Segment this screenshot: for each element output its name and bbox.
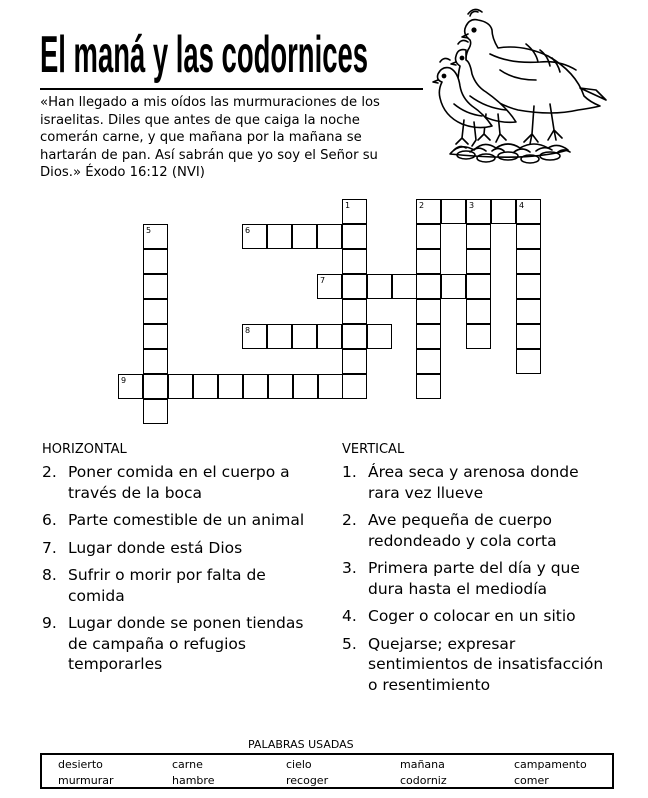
word-bank-word: desierto (58, 758, 103, 771)
vertical-heading: VERTICAL (342, 442, 405, 457)
crossword-cell[interactable] (293, 374, 318, 399)
crossword-cell[interactable] (416, 299, 441, 324)
crossword-cell[interactable] (143, 349, 168, 374)
crossword-cell[interactable] (441, 274, 466, 299)
clue-num: 4. (342, 607, 357, 625)
clue-number: 1 (345, 201, 351, 210)
crossword-cell[interactable] (342, 324, 367, 349)
title-underline (40, 88, 423, 90)
crossword-cell[interactable] (292, 324, 317, 349)
clue-num: 1. (342, 463, 357, 481)
crossword-cell[interactable] (317, 224, 342, 249)
crossword-cell[interactable] (292, 224, 317, 249)
crossword-cell[interactable] (441, 199, 466, 224)
word-bank-title: PALABRAS USADAS (248, 738, 354, 751)
crossword-cell[interactable] (416, 374, 441, 399)
crossword-cell[interactable] (516, 299, 541, 324)
crossword-cell[interactable] (193, 374, 218, 399)
crossword-cell[interactable] (416, 324, 441, 349)
crossword-cell[interactable] (342, 224, 367, 249)
clue-num: 3. (342, 559, 357, 577)
crossword-cell[interactable] (466, 274, 491, 299)
crossword-cell[interactable] (516, 249, 541, 274)
crossword-cell[interactable] (416, 349, 441, 374)
clue-num: 9. (42, 614, 57, 632)
crossword-cell[interactable] (342, 299, 367, 324)
list-item (342, 462, 610, 503)
crossword-cell[interactable] (466, 299, 491, 324)
list-item (42, 565, 320, 606)
list-item (42, 613, 320, 675)
crossword-cell[interactable] (143, 249, 168, 274)
word-bank-word: codorniz (400, 774, 447, 787)
list-item (42, 462, 320, 503)
crossword-cell[interactable] (342, 349, 367, 374)
crossword-cell[interactable] (367, 274, 392, 299)
crossword-cell[interactable] (143, 274, 168, 299)
horizontal-clue-list (42, 462, 320, 682)
crossword-cell[interactable] (143, 299, 168, 324)
clue-number: 8 (245, 326, 251, 335)
horizontal-heading: HORIZONTAL (42, 442, 127, 457)
crossword-cell[interactable] (516, 224, 541, 249)
page-title (40, 22, 420, 84)
clue-text: Coger o colocar en un sitio (368, 607, 576, 625)
crossword-cell[interactable] (318, 374, 343, 399)
clue-num: 5. (342, 634, 357, 653)
clue-text: Parte comestible de un animal (68, 511, 305, 529)
word-bank-word: mañana (400, 758, 445, 771)
word-bank-word: carne (172, 758, 203, 771)
clue-text: Lugar donde se ponen tiendas de campaña o refugios temporarles (68, 614, 304, 673)
clue-num: 2. (342, 511, 357, 529)
vertical-clue-list (342, 462, 610, 702)
clue-number: 7 (320, 276, 326, 285)
crossword-cell[interactable] (516, 324, 541, 349)
scripture-quote: «Han llegado a mis oídos las murmuraciones de los israelitas. Diles que antes de que caiga la noche comerán carne, y que mañana por la mañana se hartarán de pan. Así sabrán que yo soy el Señor su Dios.» Éxodo 16:12 (NVI) (40, 95, 380, 180)
crossword-cell[interactable] (317, 324, 342, 349)
crossword-cell[interactable] (342, 274, 367, 299)
crossword-cell[interactable] (267, 224, 292, 249)
clue-number: 4 (519, 201, 525, 210)
crossword-cell[interactable] (143, 399, 168, 424)
quail-illustration (430, 4, 620, 172)
clue-text: Quejarse; expresar sentimientos de insatisfacción o resentimiento (368, 634, 604, 694)
list-item (42, 538, 320, 559)
clue-text: Área seca y arenosa donde rara vez llueve (368, 463, 579, 502)
word-bank-word: campamento (514, 758, 587, 771)
clue-number: 9 (121, 376, 127, 385)
crossword-cell[interactable] (416, 274, 441, 299)
clue-text: Poner comida en el cuerpo a través de la boca (68, 463, 290, 502)
clue-num: 7. (42, 538, 57, 557)
clue-num: 2. (42, 463, 57, 481)
crossword-cell[interactable] (342, 374, 367, 399)
list-item (342, 606, 610, 627)
clue-text: Primera parte del día y que dura hasta el mediodía (368, 559, 580, 598)
crossword-cell[interactable] (143, 324, 168, 349)
word-bank-word: cielo (286, 758, 312, 771)
list-item (342, 634, 610, 696)
crossword-cell[interactable] (367, 324, 392, 349)
crossword-cell[interactable] (342, 249, 367, 274)
clue-text: Lugar donde está Dios (68, 538, 243, 557)
clue-text: Sufrir o morir por falta de comida (68, 566, 266, 605)
crossword-cell[interactable] (392, 274, 417, 299)
crossword-cell[interactable] (268, 374, 293, 399)
crossword-cell[interactable] (267, 324, 292, 349)
crossword-cell[interactable] (416, 224, 441, 249)
crossword-cell[interactable] (516, 274, 541, 299)
clue-number: 6 (245, 226, 251, 235)
crossword-cell[interactable] (516, 349, 541, 374)
list-item (342, 510, 610, 551)
clue-num: 6. (42, 511, 57, 529)
crossword-cell[interactable] (218, 374, 243, 399)
crossword-cell[interactable] (143, 374, 168, 399)
clue-number: 5 (146, 226, 152, 235)
crossword-cell[interactable] (466, 224, 491, 249)
crossword-cell[interactable] (168, 374, 193, 399)
word-bank (40, 753, 614, 789)
clue-number: 2 (419, 201, 425, 210)
list-item (42, 510, 320, 531)
crossword-cell[interactable] (416, 249, 441, 274)
list-item (342, 558, 610, 599)
word-bank-word: hambre (172, 774, 215, 787)
word-bank-word: recoger (286, 774, 329, 787)
crossword-cell[interactable] (491, 199, 516, 224)
clue-number: 3 (469, 201, 475, 210)
word-bank-word: murmurar (58, 774, 114, 787)
page-title-text: El maná y las codornices (40, 26, 368, 84)
clue-text: Ave pequeña de cuerpo redondeado y cola corta (368, 511, 557, 550)
word-bank-word: comer (514, 774, 549, 787)
crossword-cell[interactable] (243, 374, 268, 399)
crossword-cell[interactable] (466, 249, 491, 274)
clue-num: 8. (42, 566, 57, 584)
crossword-cell[interactable] (466, 324, 491, 349)
